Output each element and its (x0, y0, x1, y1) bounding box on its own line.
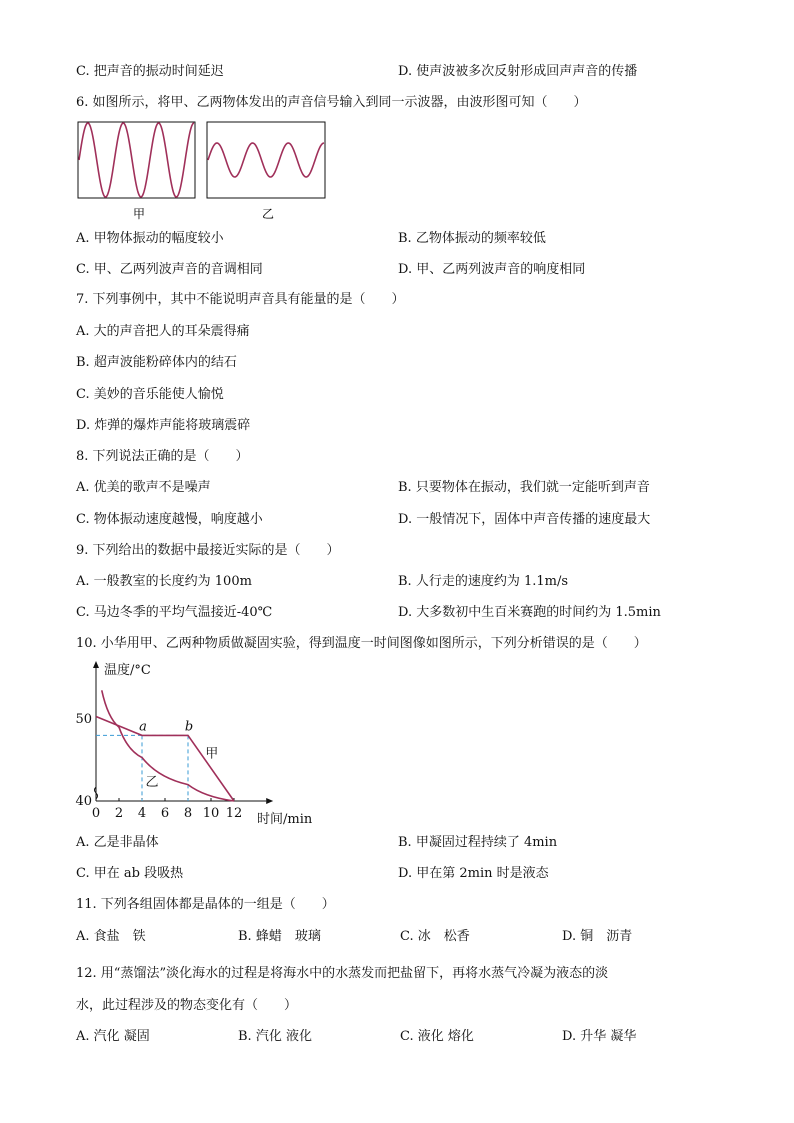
q7-option-b: B. 超声波能粉碎体内的结石 (76, 355, 237, 370)
x-tick-label: 4 (137, 806, 147, 821)
q10-option-d: D. 甲在第 2min 时是液态 (398, 866, 549, 881)
label-jia: 甲 (132, 207, 146, 221)
q7-option-a: A. 大的声音把人的耳朵震得痛 (76, 324, 250, 339)
q10-stem: 10. 小华用甲、乙两种物质做凝固实验，得到温度一时间图像如图所示，下列分析错误的是（ ） (76, 636, 647, 651)
q6-option-c: C. 甲、乙两列波声音的音调相同 (76, 262, 263, 277)
wave-jia (79, 123, 194, 197)
q9-option-d: D. 大多数初中生百米赛跑的时间约为 1.5min (398, 605, 661, 620)
q6-stem: 6. 如图所示，将甲、乙两物体发出的声音信号输入到同一示波器，由波形图可知（ ） (76, 95, 587, 110)
q8-option-b: B. 只要物体在振动，我们就一定能听到声音 (398, 480, 650, 495)
q6-option-d: D. 甲、乙两列波声音的响度相同 (398, 262, 586, 277)
q9-option-c: C. 马边冬季的平均气温接近-40℃ (76, 605, 273, 620)
x-tick-label: 10 (202, 806, 220, 821)
q12-option-a: A. 汽化 凝固 (76, 1029, 150, 1044)
q12-stem-line1: 12. 用“蒸馏法”淡化海水的过程是将海水中的水蒸发而把盐留下，再将水蒸气冷凝为液态的淡 (76, 966, 609, 981)
q11-option-b: B. 蜂蜡 玻璃 (238, 929, 321, 944)
q12-option-b: B. 汽化 液化 (238, 1029, 312, 1044)
q8-option-a: A. 优美的歌声不是噪声 (76, 480, 211, 495)
q7-option-d: D. 炸弹的爆炸声能将玻璃震碎 (76, 418, 251, 433)
y-tick-label: 50 (75, 712, 92, 727)
x-tick-label: 2 (114, 806, 124, 821)
q11-option-a: A. 食盐 铁 (76, 929, 146, 944)
x-tick-label: 12 (225, 806, 243, 821)
x-axis-arrow (266, 798, 273, 804)
q11-option-c: C. 冰 松香 (400, 929, 470, 944)
q12-option-c: C. 液化 熔化 (400, 1029, 474, 1044)
q6-option-b: B. 乙物体振动的频率较低 (398, 231, 546, 246)
q9-option-a: A. 一般教室的长度约为 100m (76, 574, 252, 589)
q12-stem-line2: 水，此过程涉及的物态变化有（ ） (76, 998, 298, 1013)
x-tick-label: 6 (160, 806, 170, 821)
series-label-yi: 乙 (145, 775, 159, 791)
x-tick-label: 0 (91, 806, 101, 821)
y-axis-label: 温度/°C (104, 663, 151, 678)
point-label-b: b (184, 719, 194, 735)
q9-stem: 9. 下列给出的数据中最接近实际的是（ ） (76, 543, 340, 558)
q10-option-c: C. 甲在 ab 段吸热 (76, 866, 184, 881)
q6-waveforms (76, 120, 330, 224)
q5-option-d: D. 使声波被多次反射形成回声声音的传播 (398, 64, 638, 79)
q11-stem: 11. 下列各组固体都是晶体的一组是（ ） (76, 897, 335, 912)
x-tick-label: 8 (183, 806, 193, 821)
x-axis-label: 时间/min (257, 812, 313, 827)
label-yi: 乙 (261, 207, 275, 221)
q12-option-d: D. 升华 凝华 (562, 1029, 637, 1044)
q11-option-d: D. 铜 沥青 (562, 929, 633, 944)
point-label-a: a (139, 719, 147, 735)
q10-option-a: A. 乙是非晶体 (76, 835, 159, 850)
series-label-jia: 甲 (205, 746, 219, 762)
q10-option-b: B. 甲凝固过程持续了 4min (398, 835, 558, 850)
q8-stem: 8. 下列说法正确的是（ ） (76, 449, 249, 464)
q8-option-c: C. 物体振动速度越慢，响度越小 (76, 512, 263, 527)
waveform-box-yi (207, 122, 325, 198)
q7-option-c: C. 美妙的音乐能使人愉悦 (76, 387, 224, 402)
q7-stem: 7. 下列事例中，其中不能说明声音具有能量的是（ ） (76, 292, 405, 307)
q5-option-c: C. 把声音的振动时间延迟 (76, 64, 224, 79)
q6-option-a: A. 甲物体振动的幅度较小 (76, 231, 224, 246)
y-tick-label: 40 (75, 794, 92, 809)
q10-temperature-time-chart (72, 656, 332, 830)
y-axis-arrow (93, 661, 99, 668)
wave-yi (208, 143, 324, 177)
q8-option-d: D. 一般情况下，固体中声音传播的速度最大 (398, 512, 651, 527)
q9-option-b: B. 人行走的速度约为 1.1m/s (398, 574, 569, 589)
